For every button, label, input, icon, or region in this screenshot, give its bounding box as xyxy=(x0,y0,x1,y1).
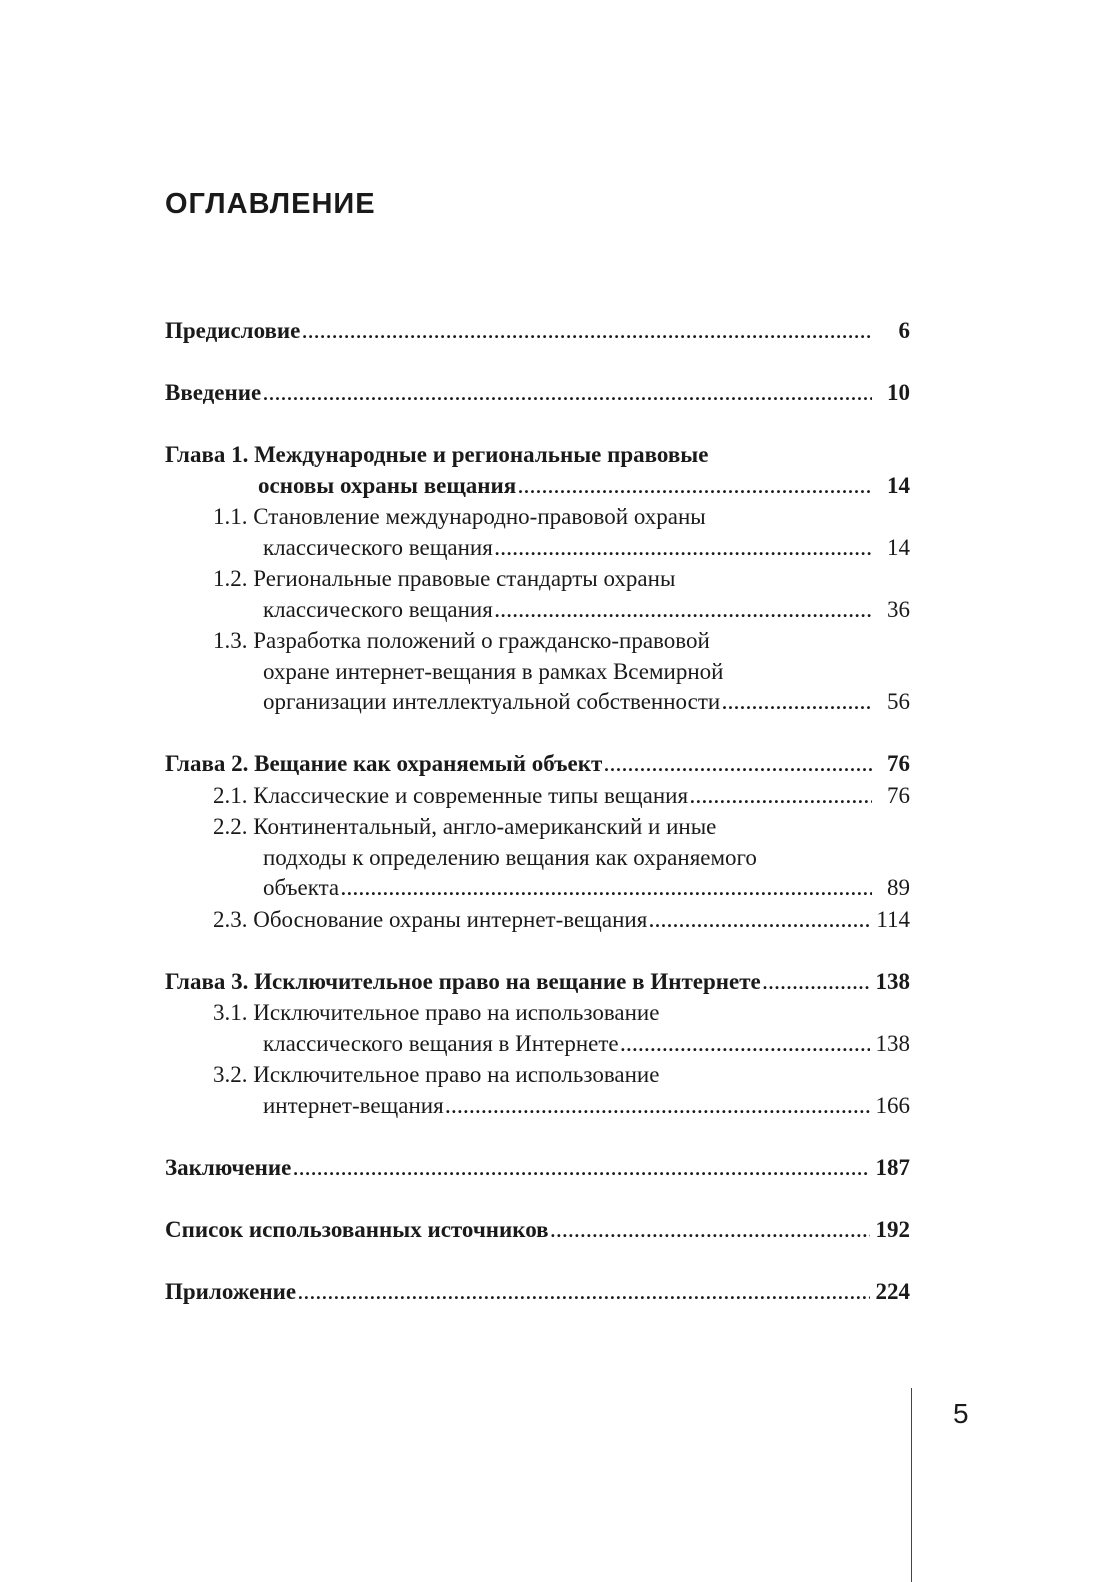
toc-page-number: 76 xyxy=(887,751,910,776)
page-number-rule xyxy=(911,1388,912,1582)
dot-leader xyxy=(341,874,872,905)
dot-leader xyxy=(446,1092,870,1123)
toc-entry-line xyxy=(165,873,910,905)
toc-entry-line xyxy=(165,626,910,657)
toc-entry-line xyxy=(165,471,910,503)
dot-leader xyxy=(298,1278,869,1309)
toc-entry-text: 1.2. Региональные правовые стандарты охраны xyxy=(213,566,676,591)
dot-leader xyxy=(621,1030,870,1061)
toc-page-number: 14 xyxy=(887,534,910,560)
toc-entry-text: Глава 1. Международные и региональные правовые xyxy=(165,442,709,467)
toc-entry-text: организации интеллектуальной собственности xyxy=(263,689,721,714)
toc-entry-line xyxy=(165,1153,910,1185)
toc-entry-line xyxy=(165,781,910,813)
toc-entry-line xyxy=(165,440,910,471)
toc-entry-text: Заключение xyxy=(165,1154,292,1180)
toc-page-number: 14 xyxy=(887,472,910,498)
toc-entry-line xyxy=(165,843,910,874)
toc-subentry xyxy=(165,1060,910,1122)
toc-entry xyxy=(165,1153,910,1185)
toc-entry-text: Предисловие xyxy=(165,318,301,343)
toc-page-number: 114 xyxy=(876,906,910,932)
toc-entry-text: 1.3. Разработка положений о гражданско-правовой xyxy=(213,628,710,653)
table-of-contents xyxy=(165,316,910,1308)
toc-entry xyxy=(165,316,910,348)
toc-entry-text: объекта xyxy=(263,875,340,900)
dot-leader xyxy=(302,317,872,348)
toc-title: ОГЛАВЛЕНИЕ xyxy=(165,188,376,220)
toc-entry-line xyxy=(165,533,910,565)
toc-entry-line xyxy=(165,687,910,719)
dot-leader xyxy=(604,750,872,781)
toc-entry-line xyxy=(165,998,910,1029)
toc-subentry xyxy=(165,502,910,564)
toc-entry-text: интернет-вещания xyxy=(263,1092,444,1118)
toc-entry-text: 2.2. Континентальный, англо-американский и иные xyxy=(213,814,717,839)
dot-leader xyxy=(518,472,872,503)
toc-entry-line xyxy=(165,564,910,595)
toc-entry xyxy=(165,378,910,410)
toc-subentry xyxy=(165,812,910,905)
toc-page-number: 10 xyxy=(887,380,910,405)
toc-subentry xyxy=(165,564,910,626)
toc-entry-text: классического вещания в Интернете xyxy=(263,1030,619,1056)
toc-entry-line xyxy=(165,595,910,627)
dot-leader xyxy=(763,968,870,999)
toc-entry-text: Глава 2. Вещание как охраняемый объект xyxy=(165,751,603,776)
toc-entry-text: Приложение xyxy=(165,1278,297,1304)
toc-entry-line xyxy=(165,1277,910,1309)
toc-entry-text: 1.1. Становление международно-правовой охраны xyxy=(213,504,706,529)
toc-subentry xyxy=(165,905,910,937)
toc-entry-line xyxy=(165,905,910,937)
toc-entry-line xyxy=(165,1215,910,1247)
dot-leader xyxy=(293,1154,869,1185)
toc-subentry xyxy=(165,626,910,719)
toc-entry xyxy=(165,1215,910,1247)
toc-page-number: 36 xyxy=(887,596,910,622)
toc-entry-text: 2.1. Классические и современные типы вещания xyxy=(213,782,689,808)
toc-entry-line xyxy=(165,502,910,533)
toc-page-number: 166 xyxy=(875,1092,910,1118)
toc-page-number: 89 xyxy=(887,875,910,900)
toc-entry xyxy=(165,440,910,502)
toc-entry-line xyxy=(165,657,910,688)
toc-page-number: 6 xyxy=(898,318,910,343)
toc-page-number: 224 xyxy=(875,1278,910,1304)
dot-leader xyxy=(551,1216,870,1247)
page-number: 5 xyxy=(953,1398,969,1429)
dot-leader xyxy=(649,906,870,937)
toc-entry-text: Введение xyxy=(165,380,262,405)
dot-leader xyxy=(495,534,872,565)
dot-leader xyxy=(263,379,872,410)
toc-entry-text: 3.1. Исключительное право на использование xyxy=(213,1000,660,1025)
toc-entry-text: Список использованных источников xyxy=(165,1216,549,1242)
toc-entry-text: классического вещания xyxy=(263,596,493,622)
toc-entry-line xyxy=(165,749,910,781)
toc-page-number: 187 xyxy=(875,1154,910,1180)
toc-entry-line xyxy=(165,1029,910,1061)
toc-entry-line xyxy=(165,1060,910,1091)
toc-page-number: 138 xyxy=(875,1030,910,1056)
toc-entry-line xyxy=(165,967,910,999)
toc-entry xyxy=(165,1277,910,1309)
toc-entry xyxy=(165,749,910,781)
toc-entry-line xyxy=(165,1091,910,1123)
toc-page-number: 56 xyxy=(887,689,910,714)
toc-page-number: 138 xyxy=(875,968,910,994)
toc-entry-text: охране интернет-вещания в рамках Всемирной xyxy=(263,658,724,684)
toc-entry xyxy=(165,967,910,999)
toc-subentry xyxy=(165,998,910,1060)
toc-page-number: 76 xyxy=(887,782,910,808)
toc-entry-text: Глава 3. Исключительное право на вещание в Интернете xyxy=(165,968,761,994)
toc-entry-line xyxy=(165,812,910,843)
dot-leader xyxy=(690,782,872,813)
toc-entry-text: 3.2. Исключительное право на использование xyxy=(213,1062,660,1087)
toc-entry-text: основы охраны вещания xyxy=(258,472,517,498)
toc-entry-text: классического вещания xyxy=(263,534,493,560)
toc-subentry xyxy=(165,781,910,813)
dot-leader xyxy=(495,596,872,627)
toc-entry-line xyxy=(165,316,910,348)
dot-leader xyxy=(722,688,872,719)
toc-entry-text: подходы к определению вещания как охраняемого xyxy=(263,844,757,870)
toc-entry-text: 2.3. Обоснование охраны интернет-вещания xyxy=(213,906,648,932)
toc-page-number: 192 xyxy=(875,1216,910,1242)
toc-entry-line xyxy=(165,378,910,410)
